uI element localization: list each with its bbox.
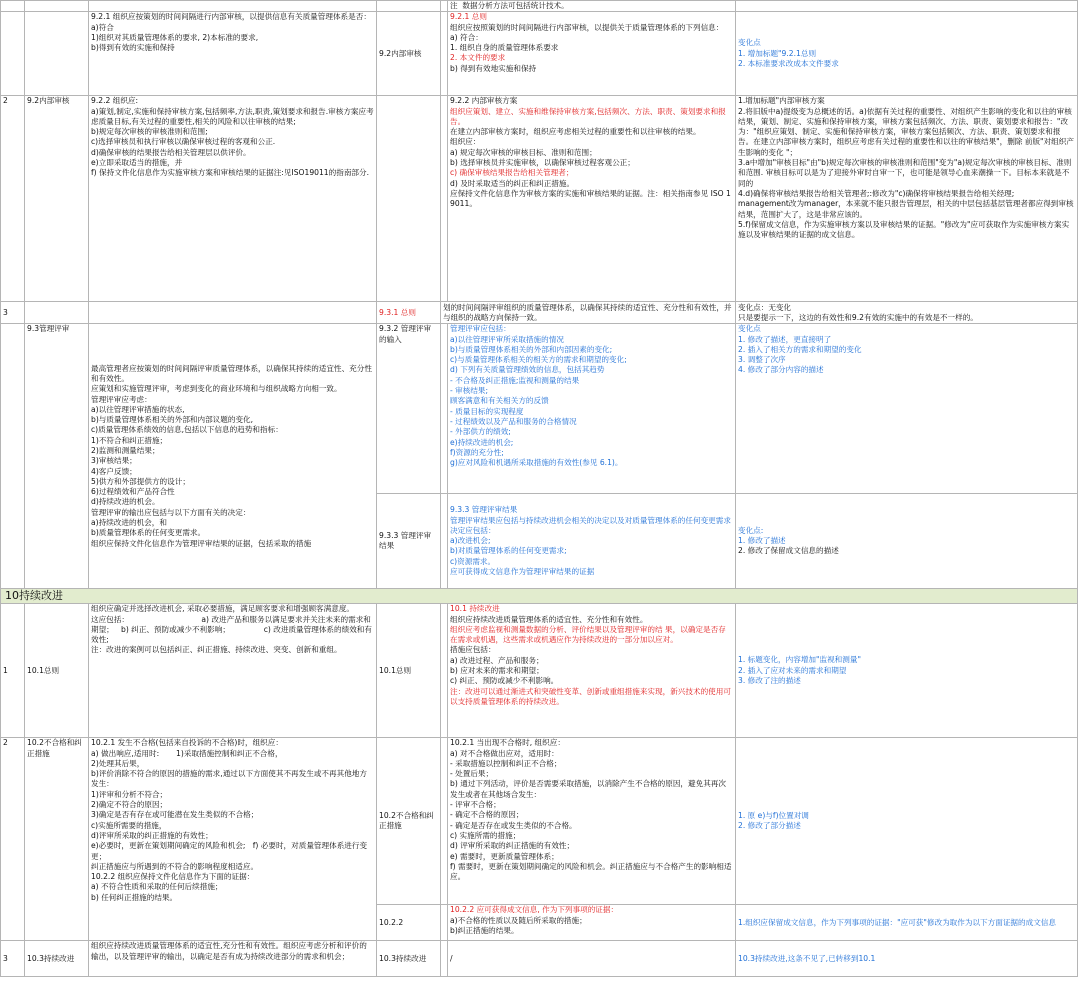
- text-line: 注 数据分析方法可包括统计技术。: [450, 1, 569, 10]
- text-line: e)必要时，更新在策划期间确定的风险和机会; f) 必要时，对质量管理体系进行变更；: [91, 841, 368, 861]
- change-notes: [736, 12, 1078, 96]
- text-line: 组织应持续改进质量管理体系的适宜性,充分性和有效性。组织应考虑分析和评价的输出，以及管理评审的输出，以确定是否有成为持续改进部分的需求和机会；: [91, 941, 367, 961]
- text-line: - 过程绩效以及产品和服务的合格情况: [450, 416, 577, 426]
- change-notes: [736, 905, 1078, 941]
- text-line: d) 评审所采取的纠正措施的有效性；: [450, 841, 575, 851]
- text-line: 组织应：: [450, 137, 481, 147]
- new-clause-text: [448, 738, 736, 905]
- text-line: f) 需要时，更新在策划期间确定的风险和机会。纠正措施应与不合格产生的影响相适应。: [450, 861, 732, 882]
- old-clause-number: 10.3持续改进: [25, 941, 89, 977]
- change-notes: [736, 604, 1078, 738]
- text-line: c) 纠正、预防或减少不利影响。: [450, 676, 559, 686]
- text-line: a)持续改进的机会，和: [91, 518, 167, 528]
- text-line: b)与质量管理体系相关的外部和内部议题的变化,: [91, 415, 254, 425]
- row-number: 2: [1, 96, 25, 302]
- text-line: b)对质量管理体系的任何变更需求;: [450, 546, 567, 556]
- text-line: 注：改进的案例可以包括纠正、纠正措施、持续改进、突变、创新和重组。: [91, 645, 342, 655]
- new-clause-text: [448, 494, 736, 589]
- text-line: 1. 增加标题"9.2.1总则: [738, 48, 817, 58]
- table-row: [1, 941, 1078, 977]
- text-line: 1)组织对其质量管理体系的要求, 2)本标准的要求,: [91, 32, 259, 42]
- text-line: 注：改进可以通过渐进式和突破性变革、创新或重组措施来实现，新兴技术的使用可以支持质量管理体系的持续改进。: [450, 686, 731, 706]
- text-line: 变化点：无变化: [738, 302, 792, 312]
- text-line: d)持续改进的机会。: [91, 497, 160, 507]
- new-clause-text: [448, 12, 736, 96]
- row-number: 3: [1, 941, 25, 977]
- text-line: 应策划和实施管理评审，考虑到变化的商业环境和与组织战略方向相一致。: [91, 384, 342, 394]
- text-line: 决定应包括：: [450, 525, 496, 535]
- text-line: 1. 原 e)与f)位置对调: [738, 811, 809, 820]
- text-line: 1. 修改了描述，更直接明了: [738, 334, 832, 344]
- text-line: 10.3持续改进,这条不见了,已转移到10.1: [738, 953, 876, 963]
- text-line: 组织应按照策划的时间间隔进行内部审核，以提供关于质量管理体系的下列信息：: [450, 22, 724, 32]
- change-notes: [736, 494, 1078, 589]
- change-notes: [736, 302, 1078, 324]
- text-line: 2)处理其后果，: [91, 758, 145, 768]
- text-line: 组织应保持文件化信息作为管理评审结果的证据，包括采取的措施: [91, 538, 312, 548]
- old-clause-text: [89, 604, 377, 738]
- text-line: 最高管理者应按策划的时间间隔评审质量管理体系，以确保其持续的适宜性、充分性和有效性。: [91, 363, 372, 383]
- text-line: 4)客户反馈；: [91, 466, 137, 476]
- text-line: a) 符合：: [450, 32, 483, 42]
- section-row: [1, 589, 1078, 604]
- text-line: 组织应策划、建立、实施和维保持审核方案,包括频次、方法、职责、策划要求和报告。: [450, 106, 726, 126]
- text-line: 10.2.2 组织应保持文件化信息作为下面的证据：: [91, 872, 255, 882]
- text-line: b) 通过下列活动，评价是否需要采取措施，以消除产生不合格的原因，避免其再次发生或者在其他场合发生：: [450, 779, 726, 799]
- text-line: a)改进机会;: [450, 536, 491, 546]
- text-line: c)选择审核员和执行审核以确保审核过程的客观和公正.: [91, 137, 276, 147]
- text-line: 管理评审的输出应包括与以下方面有关的决定：: [91, 507, 251, 517]
- text-line: 3.a中增加"审核目标"由"b)规定每次审核的审核准则和范围"变为"a)规定每次审核的审核目标、准则和范围. 审核目标可以是为了迎接外审时自审一下，也可能是领导心血来潮操一下。目标本来就是不同的: [738, 158, 1072, 188]
- table-row: [1, 738, 1078, 905]
- new-clause-number: 10.3持续改进: [377, 941, 441, 977]
- text-line: 10.2.1 当出现不合格时, 组织应：: [450, 738, 565, 748]
- text-line: 1)评审和分析不符合；: [91, 789, 168, 799]
- text-line: 管理评审结果应包括与持续改进机会相关的决定以及对质量管理体系的任何变更需求: [450, 515, 731, 525]
- text-line: 措施应包括：: [450, 645, 496, 655]
- text-line: 9.3.3 管理评审结果: [450, 505, 518, 515]
- text-line: 4.d)确保将审核结果报告给相关管理者;:修改为"c)确保将审核结果报告给相关经理;: [738, 188, 1015, 198]
- text-line: 管理评审应考虑：: [91, 394, 152, 404]
- text-line: 1.增加标题"内部审核方案: [738, 96, 825, 106]
- text-line: 应可获得成文信息作为管理评审结果的证据: [450, 567, 595, 577]
- text-line: - 处置后果；: [450, 769, 494, 779]
- text-line: 9.2.2 组织应:: [91, 96, 139, 106]
- text-line: d) 下列有关质量管理绩效的信息，包括其趋势: [450, 365, 605, 375]
- text-line: d)确保审核的结果报告给相关管理层以供评价。: [91, 147, 251, 157]
- text-line: 2)确定不符合的原因；: [91, 800, 168, 810]
- text-line: d) 及时采取适当的纠正和纠正措施。: [450, 178, 575, 188]
- text-line: 2. 本文件的要求: [450, 53, 506, 63]
- old-clause-text: [89, 738, 377, 941]
- text-line: e)立即采取适当的措施，并: [91, 158, 183, 168]
- text-line: 1. 修改了描述: [738, 536, 786, 546]
- table-row: [1, 1, 1078, 12]
- text-line: 2. 本标准要求改成本文件要求: [738, 58, 839, 68]
- text-line: 3)确定是否有存在或可能潜在发生类似的不合格；: [91, 810, 259, 820]
- text-line: 组织应确定并选择改进机会, 采取必要措施，满足顾客要求和增强顾客满意度。: [91, 604, 355, 614]
- old-clause-number: 9.3管理评审: [25, 324, 89, 589]
- text-line: b)质量管理体系的任何变更需求。: [91, 528, 206, 538]
- text-line: a)符合: [91, 22, 114, 32]
- text-line: - 确定是否存在或发生类似的不合格。: [450, 820, 577, 830]
- text-line: e) 需要时，更新质量管理体系；: [450, 851, 559, 861]
- text-line: a) 做出响应,适用时: 1)采取措施控制和纠正不合格，: [91, 748, 283, 758]
- table-row: [1, 324, 1078, 494]
- text-line: 3. 修改了注的描述: [738, 675, 801, 685]
- text-line: a) 规定每次审核的审核目标、准则和范围；: [450, 147, 597, 157]
- new-clause-number: 9.2内部审核: [377, 12, 441, 96]
- new-clause-text: [448, 324, 736, 494]
- text-line: 变化点:: [738, 525, 764, 535]
- text-line: a)不合格的性质以及随后所采取的措施；: [450, 915, 587, 925]
- text-line: g)应对风险和机遇所采取措施的有效性(参见 6.1)。: [450, 458, 623, 468]
- text-line: 应保持文件化信息作为审核方案的实施和审核结果的证据。注：相关指南参见 ISO 19011。: [450, 188, 731, 209]
- text-line: 9.2.2 内部审核方案: [450, 96, 518, 106]
- row-number: 2: [1, 738, 25, 941]
- new-clause-number: 9.3.2 管理评审的输入: [377, 324, 441, 494]
- new-clause-number: 10.2不合格和纠正措施: [377, 738, 441, 905]
- text-line: b)评价消除不符合的原因的措施的需求,通过以下方面使其不再发生或不再其他地方发生：: [91, 769, 367, 789]
- new-clause-text: [448, 1, 736, 12]
- text-line: f) 保持文件化信息作为实施审核方案和审核结果的证据注:见ISO19011的指南部分.: [91, 168, 370, 178]
- text-line: 只是要提示一下，这边的有效性和9.2有效的实施中的有效是不一样的。: [738, 312, 978, 322]
- text-line: 9.2.1 组织应按策划的时间间隔进行内部审核，以提供信息有关质量管理体系是否：: [91, 12, 371, 22]
- text-line: 1. 标题变化，内容增加"监视和测量": [738, 655, 861, 665]
- text-line: b)纠正措施的结果。: [450, 925, 519, 935]
- text-line: 10.1 持续改进: [450, 604, 500, 614]
- text-line: 2. 修改了部分描述: [738, 821, 801, 831]
- text-line: 1)不符合和纠正措施；: [91, 435, 168, 445]
- text-line: c)实施所需要的措施，: [91, 820, 167, 830]
- text-line: 2. 插入了相关方的需求和期望的变化: [738, 344, 862, 354]
- text-line: 变化点: [738, 38, 761, 48]
- text-line: b) 选择审核员并实施审核，以确保审核过程客观公正；: [450, 158, 635, 168]
- text-line: 管理评审应包括：: [450, 324, 511, 334]
- text-line: 2)监测和测量结果；: [91, 446, 160, 455]
- text-line: f)资源的充分性;: [450, 447, 504, 457]
- text-line: 2.将旧版中a)提级变为总概述的话。a)依据有关过程的重要性、对组织产生影响的变化和以往的审核结果，策划、制定、实施和保持审核方案，审核方案包括频次、方法、职责、策划要求和报告："改为："组织应策划、制定、实施和保持审核方案，审核方案包括频次、方法、职责、策划要求和报告。在建立内部审核方案时，组织应考虑有关过程的重要性和以往的审核结果"，删除 前版"对组织产生影响的变化 "；: [738, 106, 1074, 157]
- text-line: - 评审不合格；: [450, 800, 501, 810]
- new-clause-number: 10.1总则: [377, 604, 441, 738]
- text-line: 5.f)保留成文信息，作为实施审核方案以及审核结果的证据。"修改为"应可获取作为实施审核方案实施以及审核结果的证据的成文信息。: [738, 219, 1070, 240]
- old-clause-text: [89, 12, 377, 96]
- table-row: [1, 12, 1078, 96]
- text-line: b)与质量管理体系相关的外部和内部因素的变化;: [450, 344, 613, 354]
- text-line: b) 应对未来的需求和期望；: [450, 666, 544, 676]
- text-line: e)持续改进的机会;: [450, 437, 514, 447]
- text-line: /: [450, 953, 453, 963]
- text-line: 变化点: [738, 324, 761, 334]
- text-line: 2. 插入了应对未来的需求和期望: [738, 665, 847, 675]
- old-clause-text: [89, 324, 377, 589]
- table-row: [1, 604, 1078, 738]
- text-line: a)策划,制定,实施和保持审核方案,包括频率,方法,职责,策划要求和报告.审核方案应考虑质量目标,有关过程的重要性,相关的风险和以往审核的结果;: [91, 106, 374, 126]
- change-notes: [736, 738, 1078, 905]
- row-number: 3: [1, 302, 25, 324]
- text-line: a)以往管理评审措施的状态,: [91, 404, 185, 414]
- new-clause-text: [448, 96, 736, 302]
- new-clause-number: 9.3.1 总则: [377, 302, 441, 324]
- text-line: 9.2.1 总则: [450, 12, 487, 22]
- text-line: - 外部供方的绩效;: [450, 427, 511, 437]
- text-line: 在建立内部审核方案时，组织应考虑相关过程的重要性和以往审核的结果。: [450, 127, 701, 137]
- old-clause-number: 10.1总则: [25, 604, 89, 738]
- new-clause-number: 9.3.3 管理评审结果: [377, 494, 441, 589]
- section-heading: 10持续改进: [1, 589, 1078, 604]
- text-line: 3. 调整了次序: [738, 355, 786, 365]
- text-line: 3)审核结果；: [91, 456, 137, 466]
- old-clause-number: 9.2内部审核: [25, 96, 89, 302]
- new-clause-text: [448, 905, 736, 941]
- old-clause-text: [89, 96, 377, 302]
- text-line: 组织应考虑监视和测量数据的分析、评价结果以及管理评审的结 果，以确定是否存在需求或机遇，这些需求或机遇应作为持续改进的一部分加以应对。: [450, 624, 726, 645]
- change-notes: [736, 941, 1078, 977]
- text-line: c)与质量管理体系相关的相关方的需求和期望的变化;: [450, 355, 627, 365]
- new-clause-text: [448, 941, 736, 977]
- table-row: [1, 302, 1078, 324]
- text-line: - 质量目标的实现程度: [450, 406, 524, 416]
- text-line: a) 改进过程、产品和服务；: [450, 655, 544, 665]
- old-clause-number: 10.2不合格和纠正措施: [25, 738, 89, 941]
- text-line: a)以往管理评审所采取措施的情况: [450, 334, 564, 344]
- row-number: 1: [1, 604, 25, 738]
- text-line: 1. 组织自身的质量管理体系要求: [450, 43, 559, 53]
- text-line: 2. 修改了保留成文信息的描述: [738, 546, 839, 556]
- text-line: c)质量管理体系绩效的信息,包括以下信息的趋势和指标：: [91, 425, 283, 435]
- text-line: 顾客满意和有关相关方的反馈: [450, 396, 549, 406]
- change-notes: [736, 96, 1078, 302]
- text-line: b)规定每次审核的审核准则和范围;: [91, 127, 208, 137]
- text-line: 5)供方和外部提供方的设计；: [91, 476, 190, 486]
- text-line: c) 确保审核结果报告给相关管理者；: [450, 168, 574, 178]
- text-line: 6)过程绩效和产品符合性: [91, 487, 175, 497]
- text-line: b)得到有效的实施和保持: [91, 43, 175, 53]
- text-line: 10.2.1 发生不合格(包括来自投诉的不合格)时，组织应：: [91, 738, 283, 748]
- text-line: b) 得到有效地实施和保持: [450, 63, 537, 73]
- text-line: 10.2.2 应可获得成文信息, 作为下列事项的证据：: [450, 905, 619, 915]
- text-line: c) 实施所需的措施；: [450, 830, 521, 840]
- text-line: 1.组织应保留成文信息，作为下列事项的证据："应可获"修改为取作为以下方面证据的成文信息: [738, 917, 1056, 927]
- new-clause-text: 划的时间间隔评审组织的质量管理体系，以确保其持续的适宜性、充分性和有效性，并与组织的战略方向保持一致。: [441, 302, 736, 324]
- text-line: a) 不符合性质和采取的任何后续措施；: [91, 882, 223, 892]
- text-line: 纠正措施应与所遇到的不符合的影响程度相适应。: [91, 861, 259, 871]
- new-clause-text: [448, 604, 736, 738]
- text-line: management改为manager，本来就不能只报告管理层，相关的中层包括基层管理者都应得到审核结果，范围扩大了，这是非常应该的。: [738, 199, 1074, 219]
- new-clause-number: 10.2.2: [377, 905, 441, 941]
- text-line: - 不合格及纠正措施;监视和测量的结果: [450, 375, 580, 385]
- text-line: - 采取措施以控制和纠正不合格；: [450, 758, 562, 768]
- text-line: 这应包括： a) 改进产品和服务以满足要求并关注未来的需求和期望； b) 纠正、预防或减少不利影响； c) 改进质量管理体系的绩效和有效性;: [91, 614, 372, 645]
- text-line: a) 对不合格做出应对，适用时：: [450, 748, 559, 758]
- text-line: d)评审所采取的纠正措施的有效性；: [91, 830, 213, 840]
- text-line: b) 任何纠正措施的结果。: [91, 892, 178, 902]
- text-line: - 审核结果;: [450, 386, 489, 396]
- text-line: - 确定不合格的原因；: [450, 810, 524, 820]
- text-line: c)资源需求。: [450, 556, 496, 566]
- change-notes: [736, 324, 1078, 494]
- text-line: 组织应持续改进质量管理体系的适宜性、充分性和有效性。: [450, 614, 648, 624]
- text-line: 4. 修改了部分内容的描述: [738, 365, 824, 375]
- old-clause-text: [89, 941, 377, 977]
- table-row: [1, 96, 1078, 302]
